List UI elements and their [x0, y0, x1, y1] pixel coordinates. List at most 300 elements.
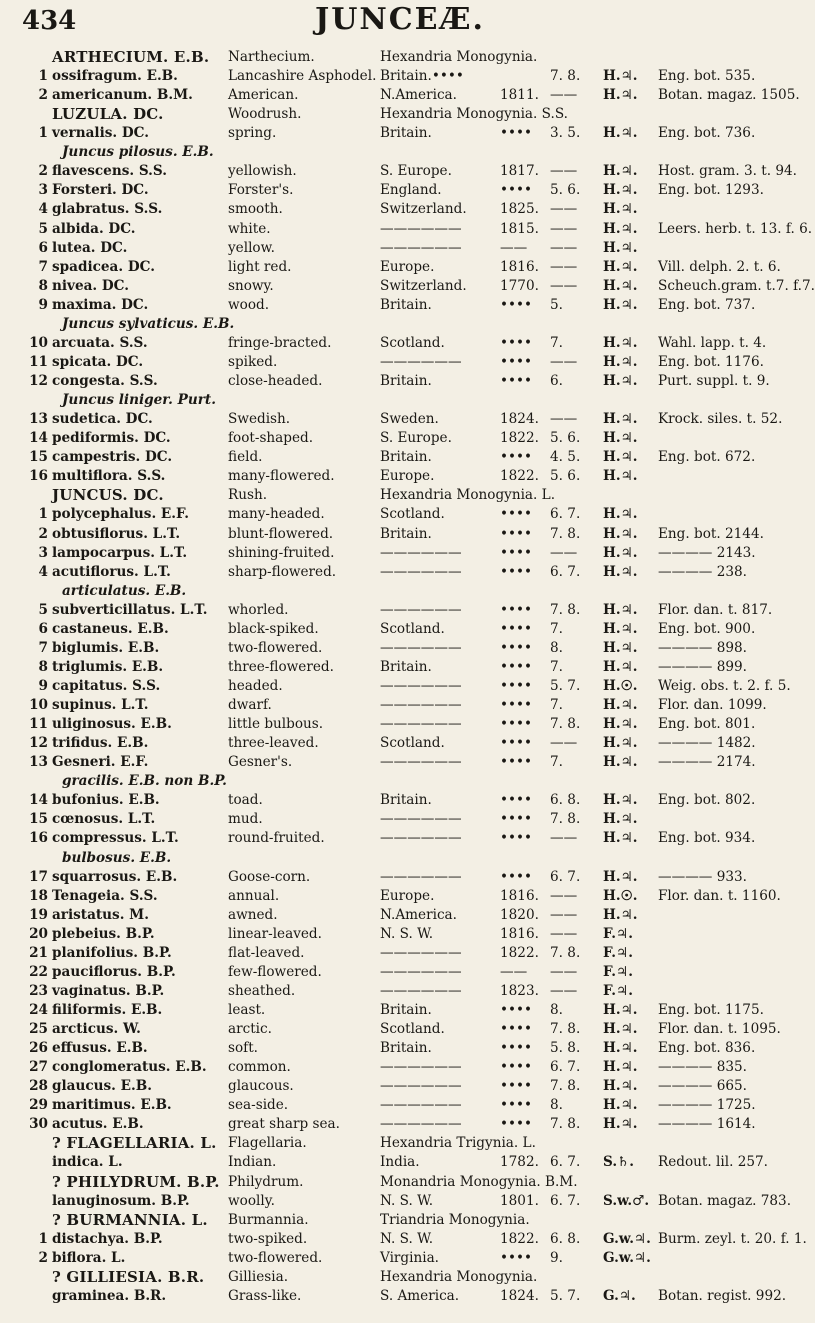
figure-reference: Eng. bot. 900. [658, 620, 756, 637]
english-name: spiked. [228, 353, 278, 370]
duration-symbol: H.♃. [603, 506, 638, 523]
english-name: blunt-flowered. [228, 525, 334, 542]
native-country: Hexandria Monogynia. [380, 49, 538, 65]
botanical-name: filiformis. E.B. [52, 1002, 163, 1018]
botanical-name: gracilis. E.B. non B.P. [62, 773, 227, 790]
botanical-name: Forsteri. DC. [52, 182, 149, 199]
native-country: N. S. W. [380, 1192, 434, 1209]
genus-heading-row [0, 1211, 800, 1230]
flowering-months: —— [550, 220, 578, 237]
species-row [0, 1249, 800, 1268]
entry-number: 9 [38, 677, 48, 694]
species-row [0, 944, 800, 963]
botanical-name: ? PHILYDRUM. B.P. [52, 1172, 220, 1191]
duration-symbol: H.♃. [603, 68, 638, 85]
botanical-name: nivea. DC. [52, 277, 129, 294]
native-country: Hexandria Monogynia. S.S. [380, 106, 568, 123]
botanical-name: ? FLAGELLARIA. L. [52, 1134, 217, 1153]
english-name: annual. [228, 887, 280, 904]
native-country: N. S. W. [380, 925, 434, 942]
figure-reference: Flor. dan. 1099. [658, 697, 767, 714]
english-name: yellowish. [228, 163, 297, 180]
english-name: round-fruited. [228, 830, 325, 847]
botanical-name: lanuginosum. B.P. [52, 1192, 190, 1209]
species-row [0, 791, 800, 810]
figure-reference: ———— 899. [658, 658, 747, 675]
botanical-name: subverticillatus. L.T. [52, 601, 208, 618]
english-name: black-spiked. [228, 620, 319, 637]
native-country: Scotland. [380, 735, 445, 752]
english-name: arctic. [228, 1021, 272, 1038]
species-row [0, 181, 800, 200]
species-row [0, 429, 800, 448]
botanical-name: distachya. B.P. [52, 1230, 163, 1247]
entry-number: 3 [38, 544, 48, 561]
english-name: little bulbous. [228, 716, 324, 733]
entry-number: 9 [38, 296, 48, 313]
native-country: Britain.•••• [380, 68, 464, 85]
english-name: Forster's. [228, 182, 294, 199]
entry-number: 3 [38, 182, 48, 199]
native-country: Britain. [380, 373, 432, 390]
genus-heading-row [0, 1173, 800, 1192]
english-name: Burmannia. [228, 1211, 309, 1228]
english-name: spring. [228, 125, 277, 142]
figure-reference: Eng. bot. 535. [658, 68, 756, 85]
english-name: Gilliesia. [228, 1268, 289, 1285]
introduction-year: 1817. [500, 163, 539, 180]
species-row [0, 810, 800, 829]
native-country: Britain. [380, 1040, 432, 1057]
flowering-months: 7. 8. [550, 68, 581, 85]
figure-reference: Purt. suppl. t. 9. [658, 373, 770, 390]
native-country: —————— [380, 697, 462, 714]
native-country: —————— [380, 1097, 462, 1114]
native-country: —————— [380, 868, 462, 885]
entry-number: 12 [29, 373, 48, 390]
introduction-year: •••• [500, 639, 533, 656]
botanical-name: acutiflorus. L.T. [52, 563, 171, 580]
flowering-months: —— [550, 277, 578, 294]
species-row [0, 1153, 800, 1172]
introduction-year: 1824. [500, 411, 539, 428]
species-row [0, 544, 800, 563]
english-name: white. [228, 220, 271, 237]
native-country: Virginia. [380, 1249, 440, 1266]
botanical-name: Juncus liniger. Purt. [62, 392, 216, 409]
species-row [0, 696, 800, 715]
duration-symbol: H.♃. [603, 1097, 638, 1114]
native-country: —————— [380, 601, 462, 618]
flowering-months: 5. 7. [550, 677, 581, 694]
duration-symbol: H.♃. [603, 1059, 638, 1076]
introduction-year: •••• [500, 182, 533, 199]
species-row [0, 1096, 800, 1115]
entry-number: 14 [29, 792, 48, 809]
duration-symbol: H.♃. [603, 258, 638, 275]
introduction-year: 1825. [500, 201, 539, 218]
botanical-name: obtusiflorus. L.T. [52, 525, 181, 542]
flowering-months: 7. [550, 620, 563, 637]
native-country: —————— [380, 944, 462, 961]
entry-number: 13 [29, 754, 48, 771]
introduction-year: •••• [500, 830, 533, 847]
flowering-months: 5. 6. [550, 182, 581, 199]
botanical-name: ARTHECIUM. E.B. [52, 48, 210, 66]
native-country: —————— [380, 639, 462, 656]
flowering-months: 6. 7. [550, 1192, 581, 1209]
introduction-year: 1816. [500, 925, 539, 942]
botanical-name: planifolius. B.P. [52, 944, 172, 961]
native-country: —————— [380, 239, 462, 256]
figure-reference: Botan. magaz. 783. [658, 1192, 792, 1209]
botanical-name: americanum. B.M. [52, 87, 193, 104]
flowering-months: 5. 6. [550, 430, 581, 447]
native-country: —————— [380, 963, 462, 980]
english-name: Woodrush. [228, 106, 302, 123]
species-row [0, 353, 800, 372]
english-name: Swedish. [228, 411, 291, 428]
entry-number: 21 [29, 944, 48, 961]
native-country: Europe. [380, 258, 435, 275]
species-row [0, 677, 800, 696]
introduction-year: •••• [500, 449, 533, 466]
introduction-year: 1824. [500, 1287, 539, 1304]
botanical-name: sudetica. DC. [52, 411, 153, 428]
english-name: two-spiked. [228, 1230, 308, 1247]
entry-number: 13 [29, 411, 48, 428]
species-row [0, 658, 800, 677]
botanical-name: JUNCUS. DC. [52, 486, 164, 505]
native-country: N. S. W. [380, 1230, 434, 1247]
synonym-row [0, 391, 800, 410]
introduction-year: •••• [500, 811, 533, 828]
native-country: —————— [380, 716, 462, 733]
duration-symbol: H.♃. [603, 201, 638, 218]
duration-symbol: H.♃. [603, 811, 638, 828]
duration-symbol: H.♃. [603, 697, 638, 714]
native-country: S. Europe. [380, 430, 452, 447]
english-name: glaucous. [228, 1078, 294, 1095]
entry-number: 1 [38, 506, 48, 523]
duration-symbol: H.♃. [603, 792, 638, 809]
botanical-name: flavescens. S.S. [52, 163, 167, 180]
figure-reference: Krock. siles. t. 52. [658, 411, 783, 428]
flowering-months: 7. [550, 334, 563, 351]
genus-heading-row [0, 1134, 800, 1153]
english-name: shining-fruited. [228, 544, 335, 561]
duration-symbol: H.♃. [603, 1078, 638, 1095]
english-name: headed. [228, 677, 283, 694]
duration-symbol: H.♃. [603, 563, 638, 580]
entry-number: 27 [29, 1059, 48, 1076]
synonym-row [0, 315, 800, 334]
figure-reference: Flor. dan. t. 817. [658, 601, 773, 618]
entry-number: 2 [38, 163, 48, 180]
duration-symbol: H.♃. [603, 1021, 638, 1038]
species-row [0, 1287, 800, 1306]
entry-number: 22 [29, 963, 48, 980]
flowering-months: 7. [550, 754, 563, 771]
species-row [0, 1230, 807, 1249]
figure-reference: Leers. herb. t. 13. f. 6. [658, 220, 813, 237]
native-country: England. [380, 182, 442, 199]
english-name: wood. [228, 296, 270, 313]
botanical-name: glaucus. E.B. [52, 1078, 152, 1095]
flowering-months: —— [550, 982, 578, 999]
genus-heading-row [0, 1268, 800, 1287]
entry-number: 1 [38, 1230, 48, 1247]
botanical-name: LUZULA. DC. [52, 105, 164, 124]
flowering-months: 7. 8. [550, 944, 581, 961]
duration-symbol: H.♃. [603, 353, 638, 370]
introduction-year: •••• [500, 1078, 533, 1095]
flowering-months: 7. 8. [550, 811, 581, 828]
entry-number: 8 [38, 658, 48, 675]
introduction-year: 1811. [500, 87, 539, 104]
flowering-months: 6. 7. [550, 1059, 581, 1076]
botanical-name: aristatus. M. [52, 906, 149, 923]
entry-number: 24 [29, 1002, 48, 1018]
flowering-months: 6. 7. [550, 868, 581, 885]
flowering-months: —— [550, 87, 578, 104]
synonym-row [0, 143, 800, 162]
duration-symbol: H.♃. [603, 87, 638, 104]
entry-number: 6 [38, 620, 48, 637]
native-country: India. [380, 1154, 420, 1171]
flowering-months: 7. 8. [550, 1078, 581, 1095]
species-row [0, 620, 800, 639]
entry-number: 5 [38, 220, 48, 237]
figure-reference: Weig. obs. t. 2. f. 5. [658, 677, 791, 694]
english-name: snowy. [228, 277, 274, 294]
introduction-year: •••• [500, 1040, 533, 1057]
figure-reference: ———— 2143. [658, 544, 756, 561]
species-row [0, 1192, 800, 1211]
native-country: —————— [380, 353, 462, 370]
introduction-year: •••• [500, 125, 533, 142]
species-row [0, 220, 813, 239]
duration-symbol: H.♃. [603, 658, 638, 675]
duration-symbol: H.♃. [603, 601, 638, 618]
flowering-months: 8. [550, 1097, 563, 1114]
species-row [0, 1020, 800, 1039]
flowering-months: 5. 7. [550, 1287, 581, 1304]
entry-number: 11 [29, 716, 48, 733]
botanical-name: indica. L. [52, 1154, 123, 1171]
entry-number: 30 [29, 1116, 48, 1133]
figure-reference: Scheuch.gram. t.7. f.7. [658, 277, 815, 294]
figure-reference: Eng. bot. 836. [658, 1040, 756, 1057]
flowering-months: 7. 8. [550, 525, 581, 542]
native-country: —————— [380, 1078, 462, 1095]
botanical-name: biflora. L. [52, 1249, 126, 1266]
native-country: —————— [380, 811, 462, 828]
page-number: 434 [22, 6, 77, 36]
duration-symbol: H.♃. [603, 296, 638, 313]
entry-number: 4 [38, 201, 48, 218]
botanical-name: plebeius. B.P. [52, 925, 155, 942]
english-name: Grass-like. [228, 1287, 302, 1304]
species-row [0, 1077, 800, 1096]
english-name: yellow. [228, 239, 275, 256]
figure-reference: ———— 933. [658, 868, 747, 885]
english-name: light red. [228, 258, 292, 275]
english-name: close-headed. [228, 373, 323, 390]
figure-reference: Eng. bot. 802. [658, 792, 756, 809]
english-name: common. [228, 1059, 291, 1076]
entry-number: 5 [38, 601, 48, 618]
introduction-year: •••• [500, 601, 533, 618]
english-name: three-flowered. [228, 658, 334, 675]
figure-reference: ———— 665. [658, 1078, 747, 1095]
botanical-name: capitatus. S.S. [52, 677, 161, 694]
native-country: N.America. [380, 906, 457, 923]
duration-symbol: G.w.♃. [603, 1230, 651, 1247]
english-name: soft. [228, 1040, 258, 1057]
botanical-name: acutus. E.B. [52, 1116, 144, 1133]
introduction-year: •••• [500, 1059, 533, 1076]
entry-number: 2 [38, 1249, 48, 1266]
english-name: three-leaved. [228, 735, 319, 752]
duration-symbol: H.♃. [603, 906, 638, 923]
species-row [0, 639, 800, 658]
species-row [0, 887, 800, 906]
english-name: sea-side. [228, 1097, 289, 1114]
flowering-months: —— [550, 201, 578, 218]
flowering-months: 5. 6. [550, 468, 581, 485]
introduction-year: 1822. [500, 1230, 539, 1247]
species-row [0, 906, 800, 925]
flowering-months: 8. [550, 1002, 563, 1018]
native-country: —————— [380, 220, 462, 237]
botanical-name: trifidus. E.B. [52, 735, 149, 752]
entry-number: 1 [38, 125, 48, 142]
native-country: Britain. [380, 525, 432, 542]
duration-symbol: H.♃. [603, 544, 638, 561]
duration-symbol: H.♃. [603, 430, 638, 447]
entry-number: 29 [29, 1097, 48, 1114]
introduction-year: •••• [500, 353, 533, 370]
entry-number: 16 [29, 468, 48, 485]
flowering-months: —— [550, 353, 578, 370]
english-name: foot-shaped. [228, 430, 314, 447]
flowering-months: 6. 8. [550, 792, 581, 809]
entry-number: 14 [29, 430, 48, 447]
english-name: few-flowered. [228, 963, 322, 980]
genus-heading-row [0, 105, 800, 124]
botanical-name: polycephalus. E.F. [52, 506, 190, 523]
botanical-name: vaginatus. B.P. [52, 982, 165, 999]
english-name: linear-leaved. [228, 925, 322, 942]
botanical-name: effusus. E.B. [52, 1040, 148, 1057]
entry-number: 17 [29, 868, 48, 885]
species-row [0, 829, 800, 848]
english-name: sheathed. [228, 982, 296, 999]
native-country: —————— [380, 754, 462, 771]
duration-symbol: H.♃. [603, 373, 638, 390]
duration-symbol: H.♃. [603, 1002, 638, 1018]
botanical-name: pauciflorus. B.P. [52, 963, 176, 980]
species-row [0, 258, 800, 277]
botanical-name: bufonius. E.B. [52, 792, 160, 809]
entry-number: 15 [29, 449, 48, 466]
botanical-name: Juncus pilosus. E.B. [62, 144, 214, 161]
duration-symbol: H.♃. [603, 830, 638, 847]
duration-symbol: H.♃. [603, 620, 638, 637]
introduction-year: •••• [500, 1021, 533, 1038]
english-name: great sharp sea. [228, 1116, 340, 1133]
species-row [0, 200, 800, 219]
botanical-name: multiflora. S.S. [52, 468, 166, 485]
introduction-year: •••• [500, 735, 533, 752]
duration-symbol: H.♃. [603, 754, 638, 771]
synonym-row [0, 849, 800, 868]
running-head: JUNCEÆ. [315, 2, 485, 37]
botanical-name: articulatus. E.B. [62, 582, 187, 599]
botanical-name: biglumis. E.B. [52, 639, 160, 656]
english-name: Rush. [228, 487, 268, 504]
introduction-year: 1782. [500, 1154, 539, 1171]
botanical-name: lampocarpus. L.T. [52, 544, 188, 561]
duration-symbol: H.♃. [603, 1040, 638, 1057]
species-row [0, 1115, 800, 1134]
native-country: Monandria Monogynia. B.M. [380, 1173, 578, 1190]
entry-number: 7 [38, 258, 48, 275]
english-name: field. [228, 449, 263, 466]
flowering-months: 7. 8. [550, 716, 581, 733]
english-name: awned. [228, 906, 278, 923]
entry-number: 6 [38, 239, 48, 256]
botanical-name: arcticus. W. [52, 1021, 141, 1038]
species-row [0, 1001, 800, 1020]
flowering-months: 3. 5. [550, 125, 581, 142]
species-row [0, 296, 800, 315]
botanical-name: supinus. L.T. [52, 697, 149, 714]
flowering-months: 9. [550, 1249, 563, 1266]
english-name: Narthecium. [228, 49, 315, 65]
entry-number: 10 [29, 334, 48, 351]
english-name: many-flowered. [228, 468, 335, 485]
introduction-year: 1815. [500, 220, 539, 237]
flowering-months: 6. [550, 373, 563, 390]
flowering-months: —— [550, 163, 578, 180]
duration-symbol: F.♃. [603, 963, 633, 980]
species-row [0, 372, 800, 391]
flowering-months: 5. 8. [550, 1040, 581, 1057]
figure-reference: Flor. dan. t. 1095. [658, 1021, 781, 1038]
entry-number: 20 [29, 925, 48, 942]
flowering-months: 5. [550, 296, 563, 313]
figure-reference: Host. gram. 3. t. 94. [658, 163, 797, 180]
introduction-year: •••• [500, 697, 533, 714]
duration-symbol: H.♃. [603, 125, 638, 142]
botanical-name: Juncus sylvaticus. E.B. [62, 315, 235, 332]
species-row [0, 86, 800, 105]
duration-symbol: H.♃. [603, 220, 638, 237]
entry-number: 15 [29, 811, 48, 828]
introduction-year: 1822. [500, 430, 539, 447]
duration-symbol: H.♃. [603, 277, 638, 294]
botanical-name: graminea. B.R. [52, 1287, 167, 1304]
duration-symbol: H.♃. [603, 182, 638, 199]
figure-reference: ———— 1725. [658, 1097, 756, 1114]
native-country: S. Europe. [380, 163, 452, 180]
species-row [0, 601, 800, 620]
introduction-year: •••• [500, 1002, 533, 1018]
flowering-months: 7. 8. [550, 1116, 581, 1133]
native-country: N.America. [380, 87, 457, 104]
